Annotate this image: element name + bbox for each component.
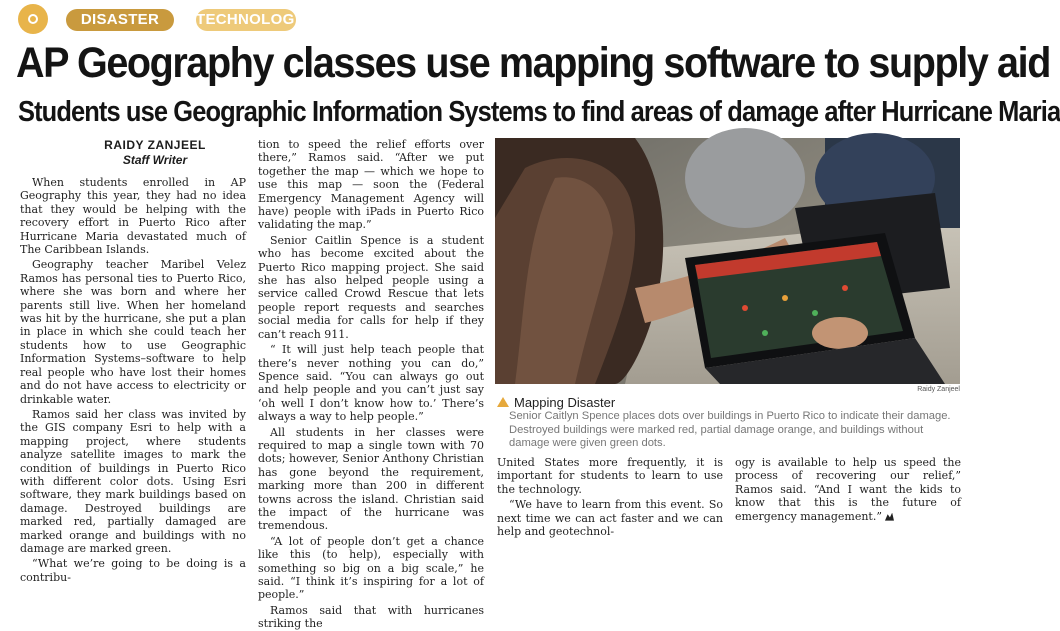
paragraph: Ramos said her class was invited by the GIS company Esri to help with a mapping project, where students analyze satellite images to mark the condition of buildings in Puerto Rico with different color dots. Using Esri software, they mark buildings based on damage. Destroyed buildings are marked red, partially damaged are marked orange and buildings with no damage are marked green. bbox=[20, 407, 246, 555]
paragraph bbox=[735, 456, 961, 523]
photo-credit: Raidy Zanjeel bbox=[917, 386, 960, 393]
author-role: Staff Writer bbox=[122, 153, 188, 167]
article-photo bbox=[495, 138, 960, 384]
paragraph: Ramos said that with hurricanes striking the bbox=[258, 603, 484, 631]
map-pin-icon bbox=[18, 4, 48, 34]
paragraph: Senior Caitlin Spence is a student who has become excited about the Puerto Rico mapping project. She said she has also helped people using a service called Crowd Rescue that lets people report requests and searches social media for calls for help if they can’t reach 911. bbox=[258, 233, 484, 341]
article-column-4 bbox=[735, 456, 961, 523]
caption-text: Senior Caitlyn Spence places dots over buildings in Puerto Rico to indicate their damage. Destroyed buildings were marked red, partial damage orange, and buildings without damage were given green dots. bbox=[509, 410, 951, 450]
triangle-icon bbox=[497, 397, 509, 407]
caption-title bbox=[497, 394, 615, 410]
section-header bbox=[0, 0, 968, 40]
paragraph: “A lot of people don’t get a chance like this (to help), especially with something so big on a big scale,” he said. “I think it’s inspiring for a lot of people.” bbox=[258, 534, 484, 602]
category-tag-technology: TECHNOLOGY bbox=[196, 9, 296, 31]
paragraph: When students enrolled in AP Geography this year, they had no idea that they would be helping with the recovery effort in Puerto Rico after Hurricane Maria devastated much of The Caribbean Islands. bbox=[20, 176, 246, 257]
end-mark-icon bbox=[885, 513, 894, 521]
subhead: Students use Geographic Information Systems to find areas of damage after Hurricane Maria bbox=[18, 96, 1060, 128]
paragraph-text: ogy is available to help us speed the process of recovering our relief,” Ramos said. “And I want the kids to know that this is the future of emergency management.” bbox=[735, 456, 961, 523]
paragraph: United States more frequently, it is important for students to learn to use the technology. bbox=[497, 456, 723, 496]
caption-title-text: Mapping Disaster bbox=[514, 394, 616, 410]
article-column-2 bbox=[258, 138, 484, 631]
photo-illustration bbox=[495, 138, 960, 384]
author-name: RAIDY ZANJEEL bbox=[104, 138, 206, 152]
article-column-3 bbox=[497, 456, 723, 539]
paragraph: “What we’re going to be doing is a contribu- bbox=[20, 557, 246, 584]
paragraph: All students in her classes were required to map a single town with 70 dots; however, Senior Anthony Christian has gone beyond the requirement, marking more than 200 in different towns across the island. Christian said the impact of the hurricane was tremendous. bbox=[258, 425, 484, 533]
article-column-1 bbox=[20, 176, 246, 584]
paragraph: “We have to learn from this event. So next time we can act faster and we can help and geotechnol- bbox=[497, 498, 723, 539]
paragraph: “ It will just help teach people that there’s never nothing you can do,” Spence said. “You can always go out and help people and you can’t just say ‘oh well I don’t know how to.’ There’s always a way to help people.” bbox=[258, 343, 484, 424]
paragraph: tion to speed the relief efforts over there,” Ramos said. “After we put together the map — which we hope to use this map — soon the (Federal Emergency Management Agency will have) people with iPads in Puerto Rico validating the map.” bbox=[258, 138, 484, 232]
category-tag-disaster: DISASTER bbox=[66, 9, 174, 31]
paragraph: Geography teacher Maribel Velez Ramos has personal ties to Puerto Rico, where she was born and where her parents still live. When her homeland was hit by the hurricane, she put a plan in place in which she could teach her students how to use Geographic Information Systems–software to help real people who have lost their homes and do not have access to electricity or drinkable water. bbox=[20, 258, 246, 406]
headline: AP Geography classes use mapping software to supply aid bbox=[16, 40, 1050, 87]
